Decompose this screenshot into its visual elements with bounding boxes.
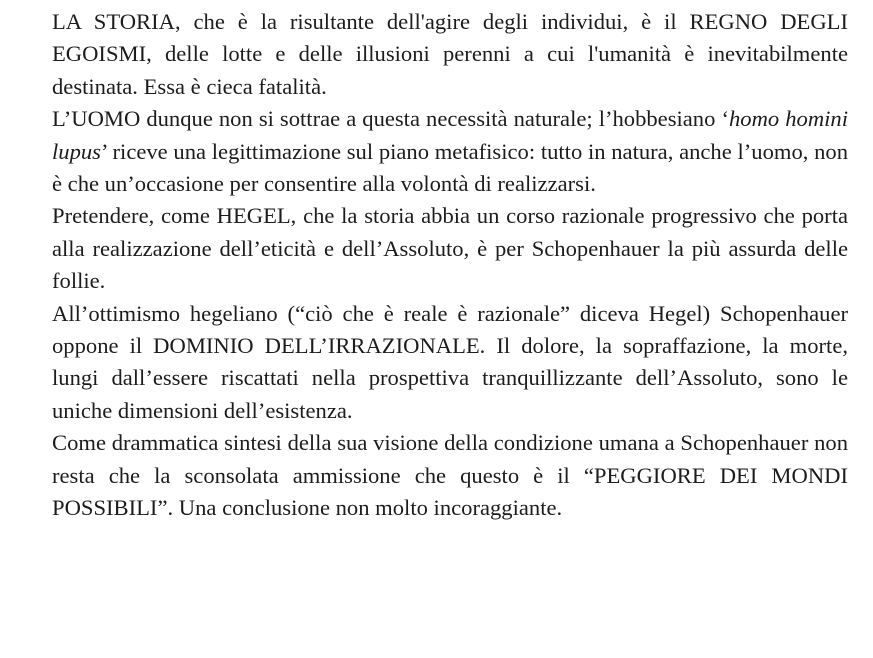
paragraph-hegel <box>52 200 848 297</box>
paragraph-text: LA STORIA, che è la risultante dell'agire degli individui, è il REGNO DEGLI EGOISMI, delle lotte e delle illusioni perenni a cui l'umanità è inevitabilmente destinata. Essa è cieca fatalità. <box>52 9 848 99</box>
paragraph-uomo <box>52 103 848 200</box>
paragraph-ottimismo <box>52 298 848 428</box>
paragraph-text: L’UOMO dunque non si sottrae a questa necessità naturale; l’hobbesiano ‘ <box>52 106 729 132</box>
document-body <box>52 6 848 525</box>
paragraph-text: Come drammatica sintesi della sua visione della condizione umana a Schopenhauer non resta che la sconsolata ammissione che questo è il “PEGGIORE DEI MONDI POSSIBILI”. Una conclusione non molto incoraggiante. <box>52 430 848 521</box>
paragraph-text: ’ riceve una legittimazione sul piano metafisico: tutto in natura, anche l’uomo, non è che un’occasione per consentire alla volontà di realizzarsi. <box>52 138 848 197</box>
paragraph-sintesi <box>52 427 848 524</box>
paragraph-text: Pretendere, come HEGEL, che la storia abbia un corso razionale progressivo che porta alla realizzazione dell’eticità e dell’Assoluto, è per Schopenhauer la più assurda delle follie. <box>52 203 848 294</box>
paragraph-text: All’ottimismo hegeliano (“ciò che è reale è razionale” diceva Hegel) Schopenhauer oppone il DOMINIO DELL’IRRAZIONALE. Il dolore, la sopraffazione, la morte, lungi dall’essere riscattati nella prospettiva tranquillizzante dell’Assoluto, sono le uniche dimensioni dell’esistenza. <box>52 300 848 423</box>
latin-quote: homo homini lupus <box>52 106 848 164</box>
paragraph-storia <box>52 6 848 103</box>
